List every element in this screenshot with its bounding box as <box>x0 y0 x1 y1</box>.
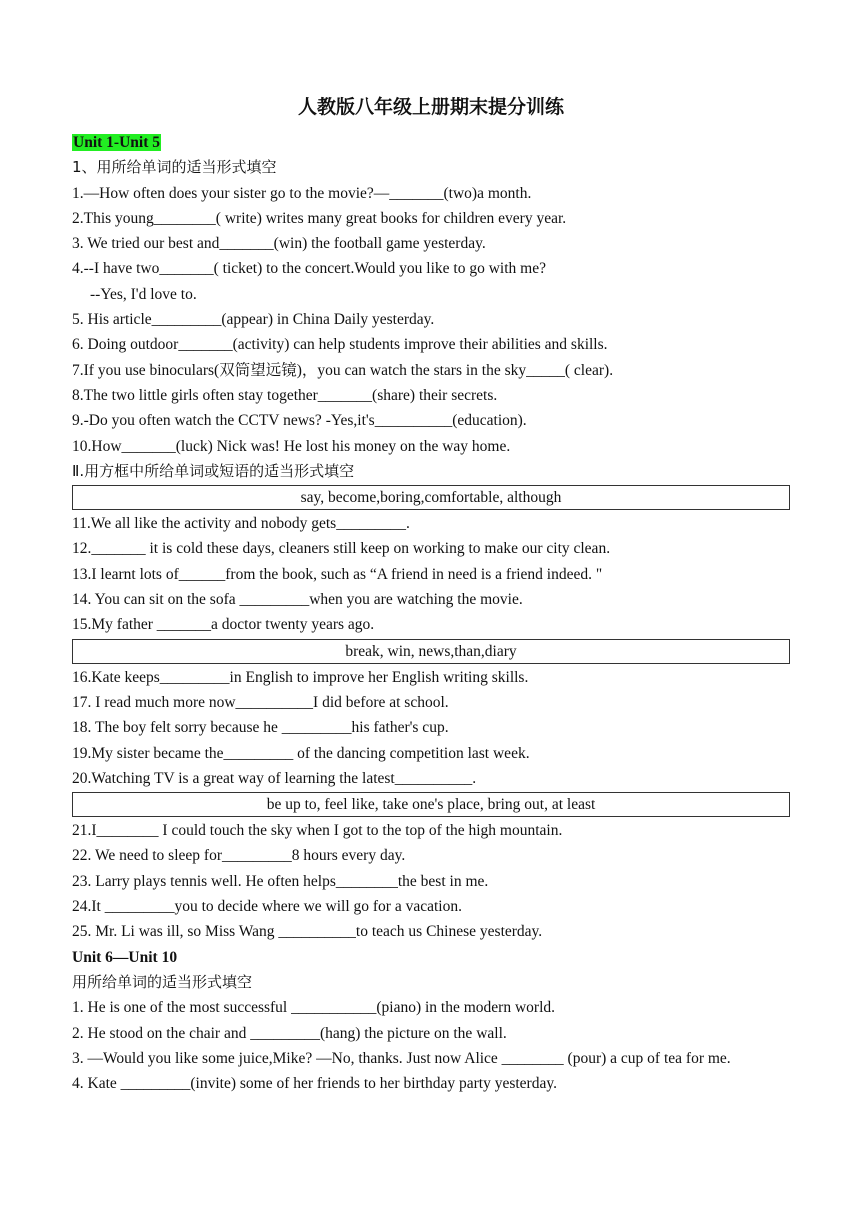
question-item: 9.-Do you often watch the CCTV news? -Yes,it's__________(education). <box>72 412 527 430</box>
part-label-word-box: Ⅱ.用方框中所给单词或短语的适当形式填空 <box>72 461 355 480</box>
question-item: 22. We need to sleep for_________8 hours every day. <box>72 847 406 865</box>
question-item: 19.My sister became the_________ of the dancing competition last week. <box>72 744 530 762</box>
question-item: 3. —Would you like some juice,Mike? —No, thanks. Just now Alice ________ (pour) a cup of tea for me. <box>72 1049 731 1067</box>
question-item: 8.The two little girls often stay together_______(share) their secrets. <box>72 386 498 404</box>
question-item: 15.My father _______a doctor twenty years ago. <box>72 616 375 634</box>
part-label-fill-blank: 用所给单词的适当形式填空 <box>72 972 253 991</box>
question-item: 2. He stood on the chair and _________(hang) the picture on the wall. <box>72 1024 507 1042</box>
question-item: 2.This young________( write) writes many great books for children every year. <box>72 209 567 227</box>
page-title: 人教版八年级上册期末提分训练 <box>297 96 564 118</box>
question-item: 1.—How often does your sister go to the movie?—_______(two)a month. <box>72 184 532 202</box>
section-heading-unit-6-10: Unit 6—Unit 10 <box>72 948 178 966</box>
question-item: 11.We all like the activity and nobody gets_________. <box>72 515 410 533</box>
part-label-fill-blank: 1、用所给单词的适当形式填空 <box>72 158 277 177</box>
question-item: 4.--I have two_______( ticket) to the concert.Would you like to go with me? <box>72 260 546 278</box>
word-box-2: break, win, news,than,diary <box>72 639 790 664</box>
question-item: 3. We tried our best and_______(win) the football game yesterday. <box>72 235 486 253</box>
question-item: 24.It _________you to decide where we will go for a vacation. <box>72 898 462 916</box>
word-box-1: say, become,boring,comfortable, although <box>72 485 790 510</box>
question-item: 14. You can sit on the sofa _________when you are watching the movie. <box>72 591 523 609</box>
question-item: 23. Larry plays tennis well. He often helps________the best in me. <box>72 872 489 890</box>
question-item: 25. Mr. Li was ill, so Miss Wang __________to teach us Chinese yesterday. <box>72 923 543 941</box>
question-item: 16.Kate keeps_________in English to improve her English writing skills. <box>72 668 529 686</box>
question-item: 5. His article_________(appear) in China Daily yesterday. <box>72 311 435 329</box>
question-item: 20.Watching TV is a great way of learning the latest__________. <box>72 769 477 787</box>
question-item: 6. Doing outdoor_______(activity) can help students improve their abilities and skills. <box>72 336 608 354</box>
highlighted-heading-text: Unit 1-Unit 5 <box>73 134 160 151</box>
question-item: 4. Kate _________(invite) some of her friends to her birthday party yesterday. <box>72 1075 557 1093</box>
question-item: 21.I________ I could touch the sky when I got to the top of the high mountain. <box>72 822 563 840</box>
question-item: 7.If you use binoculars(双筒望远镜)，you can watch the stars in the sky_____( clear). <box>72 361 614 379</box>
question-item-continuation: --Yes, I'd love to. <box>90 285 197 303</box>
section-heading-unit-1-5 <box>72 130 790 155</box>
question-item: 17. I read much more now__________I did before at school. <box>72 693 449 711</box>
word-box-3: be up to, feel like, take one's place, bring out, at least <box>72 792 790 817</box>
question-item: 12._______ it is cold these days, cleaners still keep on working to make our city clean. <box>72 540 611 558</box>
question-item: 10.How_______(luck) Nick was! He lost his money on the way home. <box>72 437 511 455</box>
question-item: 18. The boy felt sorry because he _________his father's cup. <box>72 719 449 737</box>
question-item: 13.I learnt lots of______from the book, such as “A friend in need is a friend indeed. " <box>72 565 603 583</box>
question-item: 1. He is one of the most successful ___________(piano) in the modern world. <box>72 999 555 1017</box>
